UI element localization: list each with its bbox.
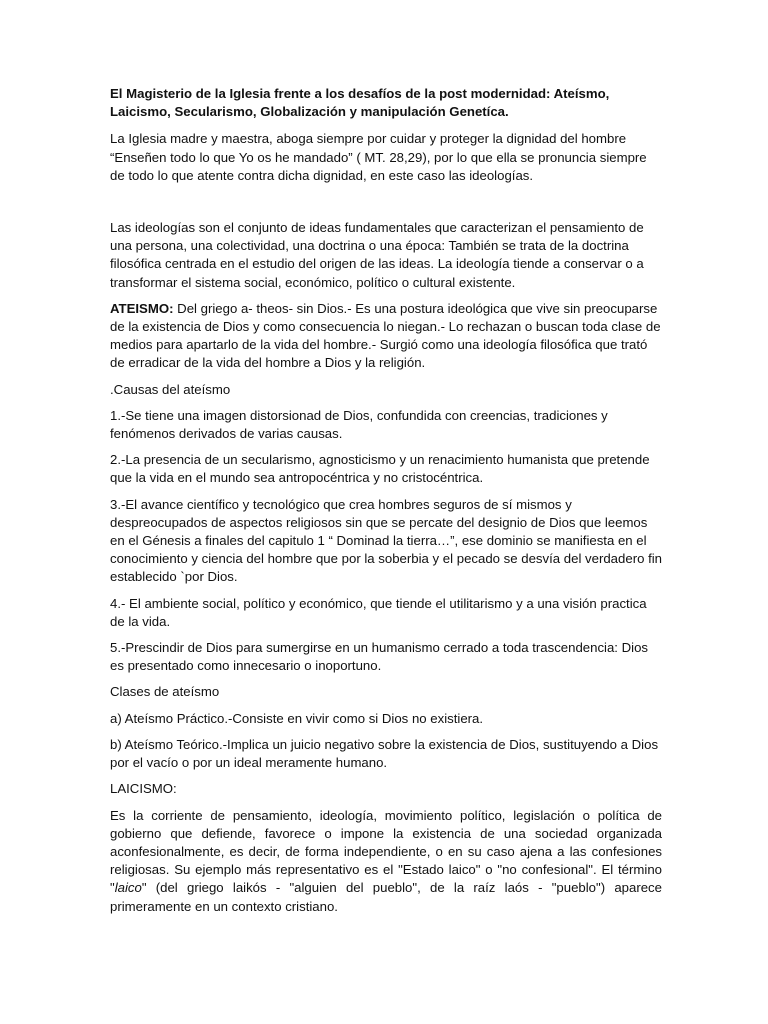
- laicismo-text-start: Es la corriente de pensamiento, ideología, movimiento político, legislación o política de gobierno que defiende, favorece o impone la existencia de una sociedad organizada aconfesionalmente, es decir, de forma independiente, o en su caso ajena a las confesiones religiosas. Su ejemplo más representativo es el "Estado laico" o "no confesional". El término ": [110, 807, 662, 896]
- laicismo-paragraph: [110, 807, 662, 916]
- causas-heading: .Causas del ateísmo: [110, 381, 231, 397]
- intro-paragraph: La Iglesia madre y maestra, aboga siempre por cuidar y proteger la dignidad del hombre “Enseñen todo lo que Yo os he mandado” ( MT. 28,29), por lo que ella se pronuncia siempre de todo lo que atente contra dicha dignidad, en este caso las ideologías.: [110, 131, 647, 183]
- causa-item-5: 5.-Prescindir de Dios para sumergirse en un humanismo cerrado a toda trascendencia: Dios es presentado como innecesario o inoportuno.: [110, 640, 649, 674]
- causa-item-4: 4.- El ambiente social, político y económico, que tiende el utilitarismo y a una visión practica de la vida.: [110, 595, 647, 629]
- laicismo-text-end: " (del griego laikós - "alguien del pueblo", de la raíz laós - "pueblo") aparece primeramente en un contexto cristiano.: [110, 880, 662, 914]
- ateismo-text: Del griego a- theos- sin Dios.- Es una postura ideológica que vive sin preocuparse de la existencia de Dios y como consecuencia lo niegan.- Lo rechazan o buscan toda clase de medios para apartarlo de la vida del hombre.- Surgió como una ideología filosófica que trató de erradicar de la vida del hombre a Dios y la religión.: [110, 300, 661, 371]
- clase-item-a: a) Ateísmo Práctico.-Consiste en vivir como si Dios no existiera.: [110, 710, 484, 726]
- causa-item-2: 2.-La presencia de un secularismo, agnosticismo y un renacimiento humanista que pretende que la vida en el mundo sea antropocéntrica y no cristocéntrica.: [110, 452, 650, 486]
- paragraph-gap: [110, 193, 662, 219]
- clases-heading: Clases de ateísmo: [110, 684, 220, 700]
- ideologias-paragraph: Las ideologías son el conjunto de ideas fundamentales que caracterizan el pensamiento de una persona, una colectividad, una doctrina o una época: También se trata de la doctrina filosófica centrada en el estudio del origen de las ideas. La ideología tiende a conservar o a transformar el sistema social, económico, político o cultural existente.: [110, 220, 644, 290]
- laico-term: laico: [114, 880, 142, 896]
- causa-item-3: 3.-El avance científico y tecnológico que crea hombres seguros de sí mismos y despreocupados de aspectos religiosos sin que se percate del designio de Dios que leemos en el Génesis a finales del capitulo 1 “ Dominad la tierra…”, ese dominio se manifiesta en el conocimiento y ciencia del hombre que por la soberbia y el pecado se desvía del verdadero fin establecido `por Dios.: [110, 496, 663, 585]
- clase-item-b: b) Ateísmo Teórico.-Implica un juicio negativo sobre la existencia de Dios, sustituyendo a Dios por el vacío o por un ideal meramente humano.: [110, 736, 659, 771]
- laicismo-heading: LAICISMO:: [110, 781, 177, 797]
- causa-item-1: 1.-Se tiene una imagen distorsionad de Dios, confundida con creencias, tradiciones y fenómenos derivados de varias causas.: [110, 407, 608, 442]
- document-title: El Magisterio de la Iglesia frente a los desafíos de la post modernidad: Ateísmo, Laicismo, Secularismo, Globalización y manipulación Genetíca.: [110, 86, 610, 120]
- ateismo-label: ATEISMO:: [110, 300, 174, 316]
- ateismo-paragraph: [110, 300, 662, 373]
